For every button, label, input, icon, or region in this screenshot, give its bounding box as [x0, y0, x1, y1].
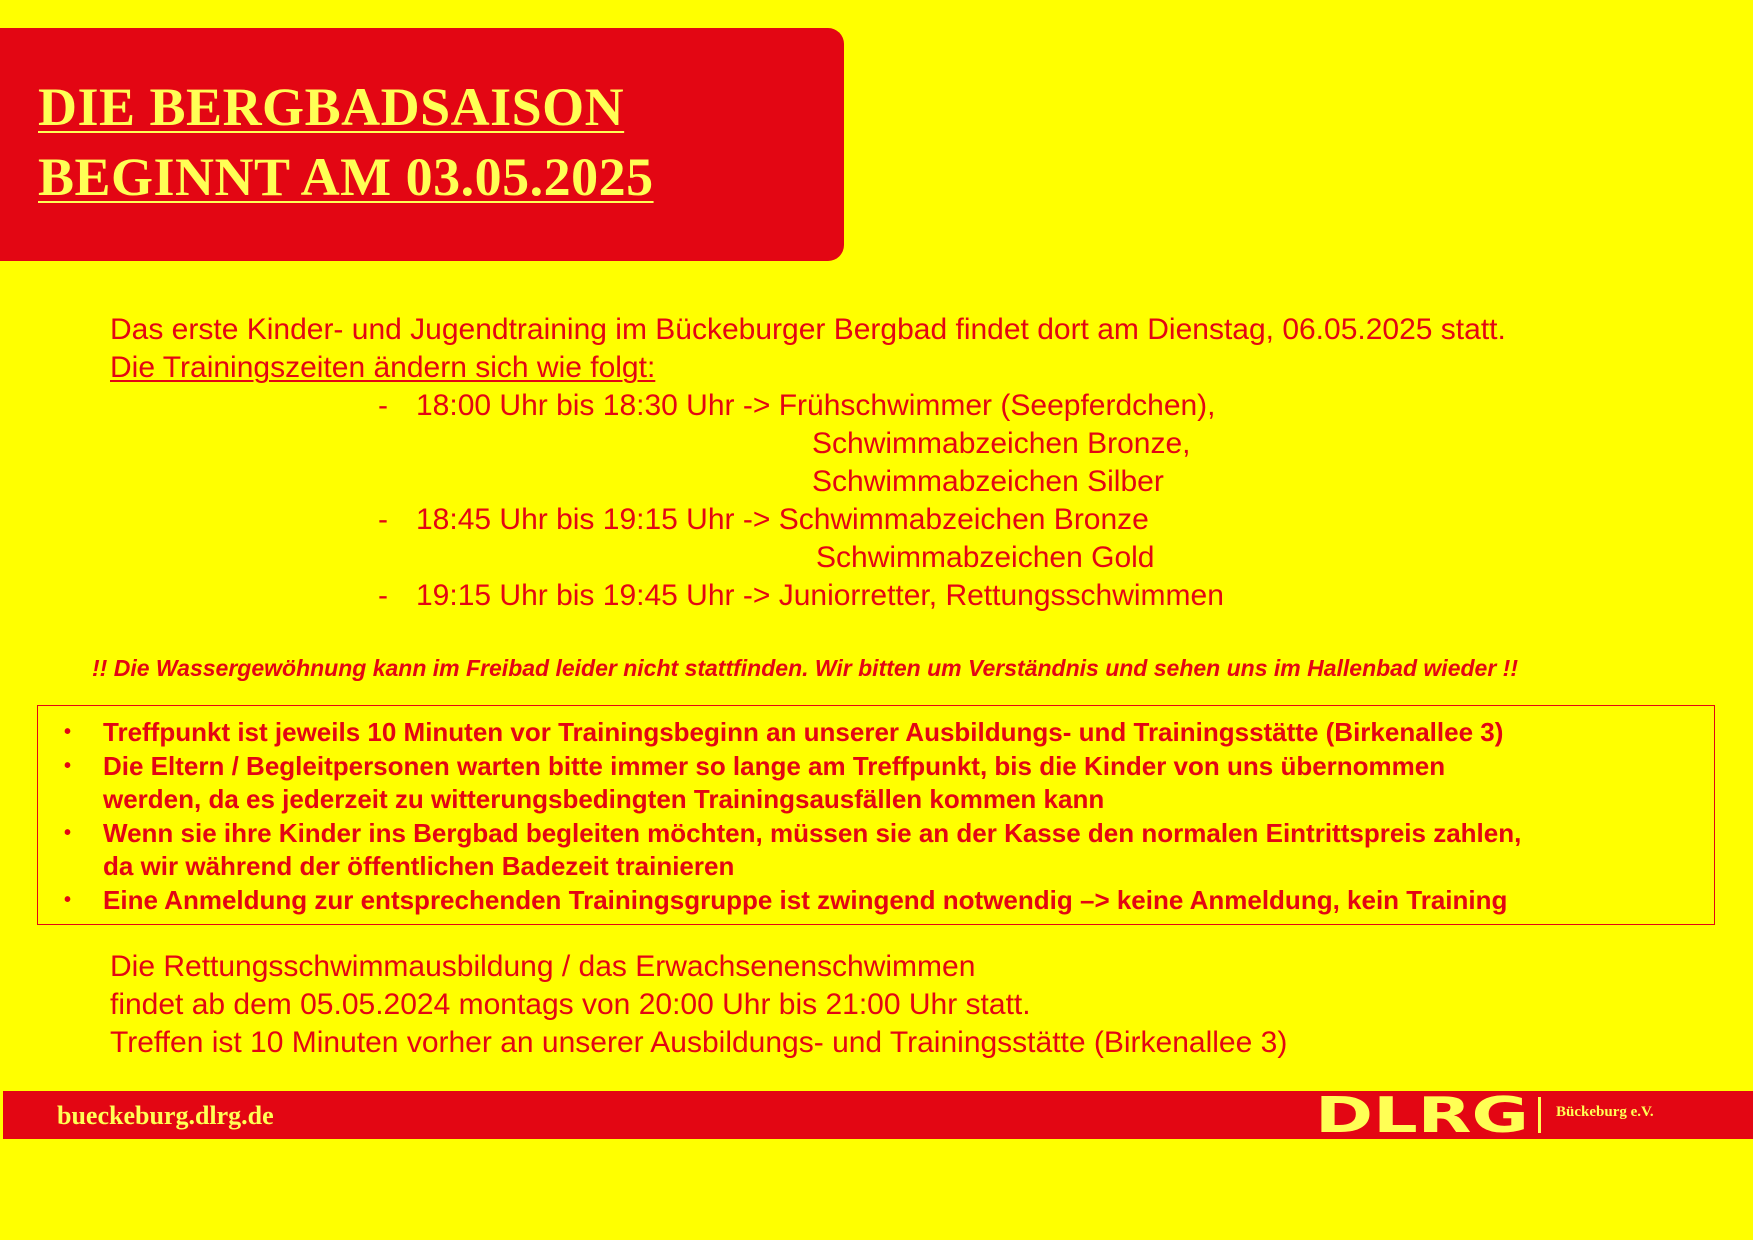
title-line-1: DIE BERGBADSAISON [38, 77, 625, 137]
bullet-icon: • [64, 754, 72, 777]
closing-line-1: Die Rettungsschwimmausbildung / das Erwachsenenschwimmen [110, 950, 976, 983]
logo-divider [1538, 1097, 1541, 1133]
title-line-2: BEGINNT AM 03.05.2025 [38, 147, 654, 207]
intro-paragraph [110, 311, 1506, 387]
list-item [38, 716, 1714, 750]
notice-text: !! Die Wassergewöhnung kann im Freibad leider nicht stattfinden. Wir bitten um Verständnis und sehen uns im Hallenbad wieder !! [92, 655, 1518, 681]
closing-line-2: findet ab dem 05.05.2024 montags von 20:00 Uhr bis 21:00 Uhr statt. [110, 988, 1031, 1021]
dlrg-logo [1315, 1094, 1531, 1136]
list-item [38, 884, 1714, 918]
svg-text:DLRG: DLRG [1315, 1094, 1529, 1136]
schedule-group: Schwimmabzeichen Gold [816, 541, 1155, 574]
info-list [38, 716, 1714, 917]
info-text: Treffpunkt ist jeweils 10 Minuten vor Trainingsbeginn an unserer Ausbildungs- und Trainingsstätte (Birkenallee 3) [103, 717, 1504, 747]
info-text: Eine Anmeldung zur entsprechenden Trainingsgruppe ist zwingend notwendig –> keine Anmeldung, kein Training [103, 884, 1508, 915]
logo-subtitle: Bückeburg e.V. [1556, 1104, 1654, 1120]
bullet-icon: • [64, 721, 72, 743]
bullet-icon: • [64, 888, 72, 911]
closing-paragraph [110, 948, 1287, 1062]
schedule-time: 19:15 Uhr bis 19:45 Uhr -> Juniorretter, Rettungsschwimmen [416, 579, 1224, 612]
info-box [37, 705, 1715, 925]
footer-bar [3, 1091, 1753, 1139]
website-link[interactable]: bueckeburg.dlrg.de [57, 1101, 274, 1130]
intro-line-1: Das erste Kinder- und Jugendtraining im Bückeburger Bergbad findet dort am Dienstag, 06.05.2025 statt. [110, 313, 1506, 346]
info-text: da wir während der öffentlichen Badezeit trainieren [103, 851, 735, 881]
schedule-time: 18:45 Uhr bis 19:15 Uhr -> Schwimmabzeichen Bronze [416, 503, 1149, 536]
schedule-heading: Die Trainingszeiten ändern sich wie folgt: [110, 351, 656, 384]
info-text: Wenn sie ihre Kinder ins Bergbad begleiten möchten, müssen sie an der Kasse den normalen Eintrittspreis zahlen, [103, 817, 1522, 848]
schedule-group: Schwimmabzeichen Silber [812, 465, 1164, 498]
list-item [38, 750, 1714, 817]
closing-line-3: Treffen ist 10 Minuten vorher an unserer Ausbildungs- und Trainingsstätte (Birkenallee 3) [110, 1026, 1288, 1059]
page-title [38, 72, 654, 212]
info-text: Die Eltern / Begleitpersonen warten bitte immer so lange am Treffpunkt, bis die Kinder von uns übernommen [103, 750, 1446, 781]
list-dash: - [378, 503, 388, 536]
bullet-icon: • [64, 821, 72, 844]
list-dash: - [378, 389, 388, 422]
schedule-time: 18:00 Uhr bis 18:30 Uhr -> Frühschwimmer (Seepferdchen), [416, 389, 1216, 422]
list-dash: - [378, 579, 388, 612]
list-item [38, 817, 1714, 884]
info-text: werden, da es jederzeit zu witterungsbedingten Trainingsausfällen kommen kann [103, 784, 1105, 814]
schedule-group: Schwimmabzeichen Bronze, [812, 427, 1191, 460]
